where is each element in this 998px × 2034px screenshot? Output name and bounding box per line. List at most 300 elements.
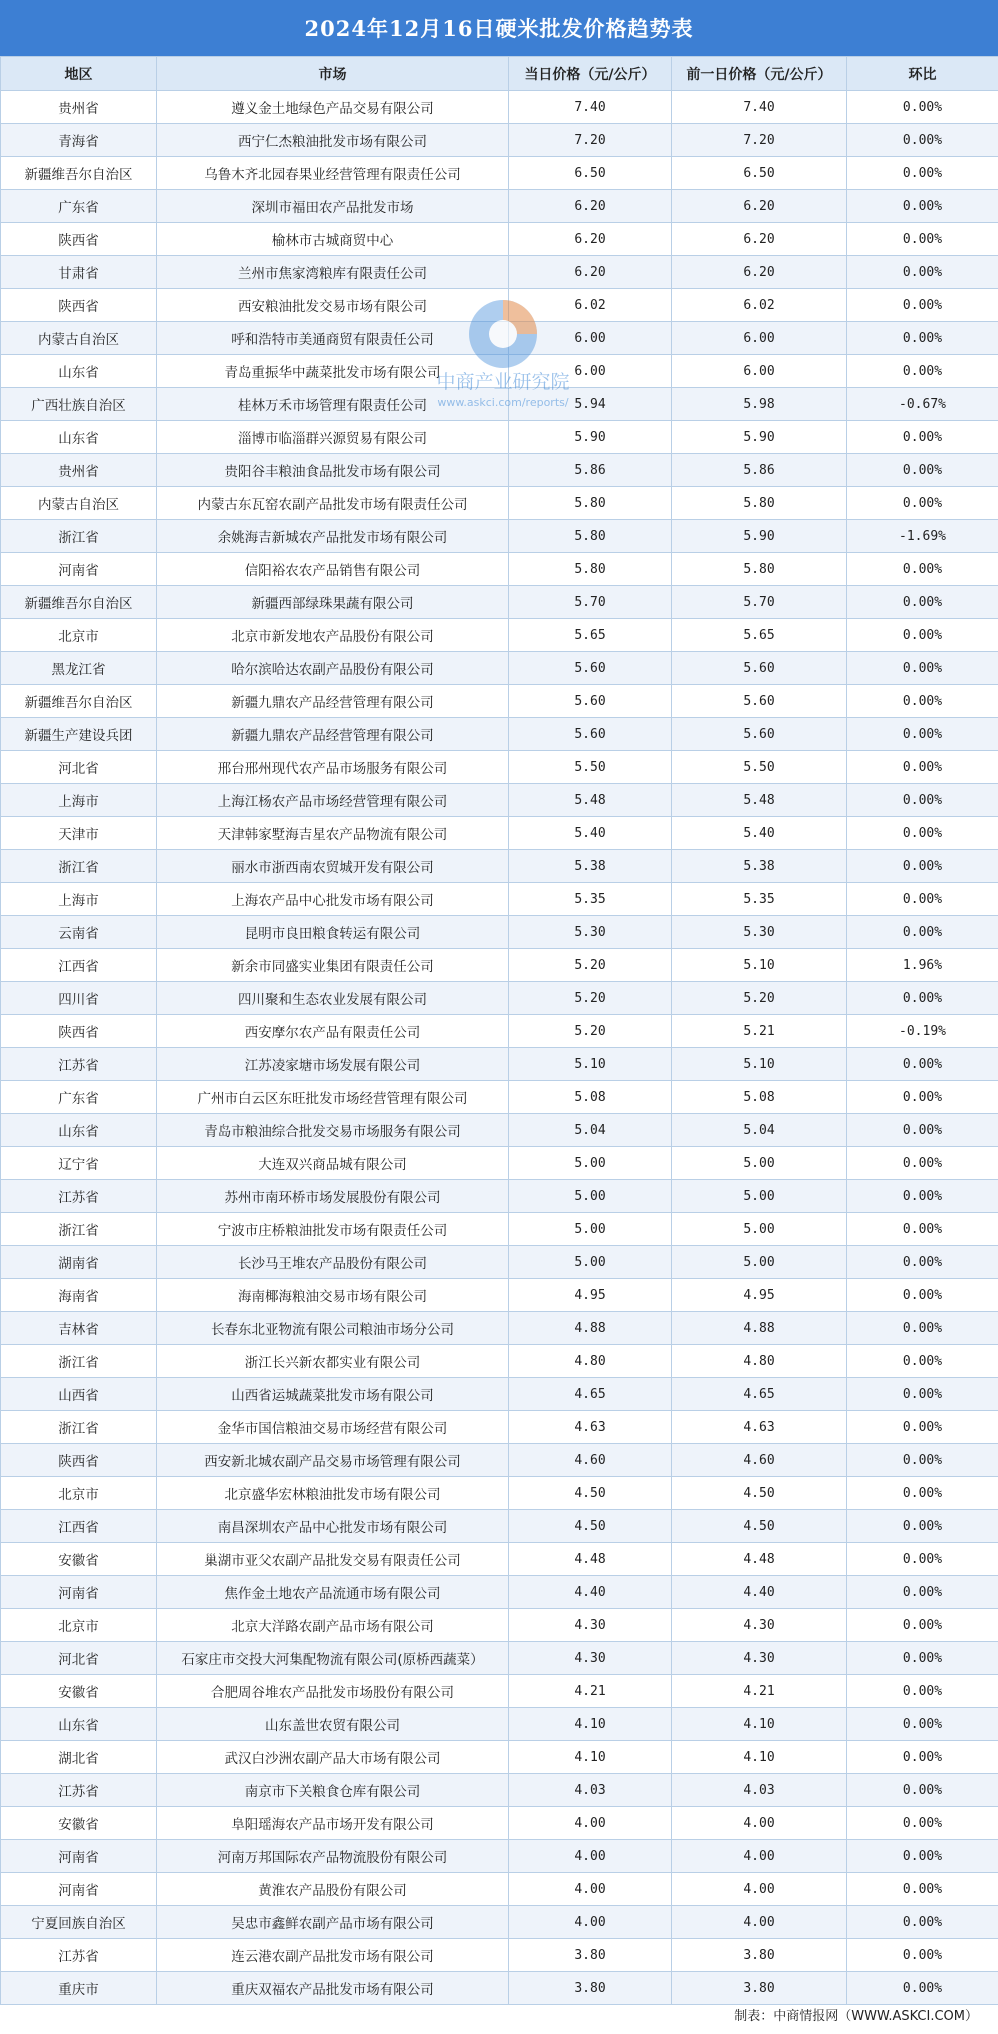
- table-row: [1, 1840, 998, 1873]
- table-row: [1, 421, 998, 454]
- cell-prev-price: 5.10: [672, 1048, 847, 1081]
- cell-prev-price: 4.00: [672, 1873, 847, 1906]
- table-row: [1, 1708, 998, 1741]
- table-row: [1, 1246, 998, 1279]
- cell-market: 焦作金土地农产品流通市场有限公司: [157, 1576, 509, 1609]
- cell-region: 江西省: [1, 949, 157, 982]
- cell-region: 贵州省: [1, 91, 157, 124]
- table-row: [1, 520, 998, 553]
- table-row: [1, 124, 998, 157]
- cell-change: 0.00%: [847, 553, 998, 586]
- cell-today-price: 5.38: [509, 850, 672, 883]
- cell-market: 余姚海吉新城农产品批发市场有限公司: [157, 520, 509, 553]
- cell-today-price: 5.00: [509, 1180, 672, 1213]
- table-row: [1, 388, 998, 421]
- cell-prev-price: 4.50: [672, 1510, 847, 1543]
- cell-prev-price: 5.40: [672, 817, 847, 850]
- cell-change: 0.00%: [847, 1873, 998, 1906]
- watermark-name: 中商产业研究院: [436, 371, 570, 393]
- cell-region: 湖北省: [1, 1741, 157, 1774]
- cell-market: 四川聚和生态农业发展有限公司: [157, 982, 509, 1015]
- cell-today-price: 4.48: [509, 1543, 672, 1576]
- cell-region: 北京市: [1, 1609, 157, 1642]
- table-row: [1, 553, 998, 586]
- cell-prev-price: 6.20: [672, 223, 847, 256]
- cell-prev-price: 7.20: [672, 124, 847, 157]
- table-row: [1, 1312, 998, 1345]
- cell-prev-price: 4.80: [672, 1345, 847, 1378]
- table-footer-source: 制表：中商情报网（WWW.ASKCI.COM）: [734, 2009, 978, 2024]
- table-row: [1, 1048, 998, 1081]
- cell-today-price: 4.95: [509, 1279, 672, 1312]
- table-row: [1, 1609, 998, 1642]
- cell-region: 天津市: [1, 817, 157, 850]
- cell-region: 云南省: [1, 916, 157, 949]
- cell-change: 0.00%: [847, 355, 998, 388]
- cell-today-price: 6.00: [509, 322, 672, 355]
- cell-region: 河南省: [1, 1576, 157, 1609]
- column-header-market: 市场: [157, 57, 509, 91]
- cell-prev-price: 5.80: [672, 487, 847, 520]
- cell-prev-price: 5.80: [672, 553, 847, 586]
- table-row: [1, 1444, 998, 1477]
- cell-market: 长春东北亚物流有限公司粮油市场分公司: [157, 1312, 509, 1345]
- cell-change: 0.00%: [847, 124, 998, 157]
- cell-market: 西安粮油批发交易市场有限公司: [157, 289, 509, 322]
- cell-prev-price: 4.21: [672, 1675, 847, 1708]
- cell-today-price: 5.65: [509, 619, 672, 652]
- cell-today-price: 5.20: [509, 982, 672, 1015]
- table-header-row: [1, 57, 998, 91]
- cell-today-price: 5.48: [509, 784, 672, 817]
- cell-market: 山西省运城蔬菜批发市场有限公司: [157, 1378, 509, 1411]
- cell-market: 河南万邦国际农产品物流股份有限公司: [157, 1840, 509, 1873]
- table-row: [1, 1906, 998, 1939]
- cell-today-price: 5.20: [509, 949, 672, 982]
- cell-change: 0.00%: [847, 1510, 998, 1543]
- cell-change: -0.67%: [847, 388, 998, 421]
- cell-prev-price: 4.60: [672, 1444, 847, 1477]
- cell-today-price: 5.86: [509, 454, 672, 487]
- table-row: [1, 1972, 998, 2005]
- column-header-today-price: 当日价格（元/公斤）: [509, 57, 672, 91]
- table-row: [1, 1477, 998, 1510]
- cell-change: 0.00%: [847, 289, 998, 322]
- table-row: [1, 190, 998, 223]
- cell-prev-price: 5.00: [672, 1246, 847, 1279]
- table-row: [1, 1081, 998, 1114]
- cell-region: 北京市: [1, 619, 157, 652]
- cell-market: 巢湖市亚父农副产品批发交易有限责任公司: [157, 1543, 509, 1576]
- cell-change: 0.00%: [847, 883, 998, 916]
- table-row: [1, 289, 998, 322]
- cell-change: 0.00%: [847, 685, 998, 718]
- cell-change: 0.00%: [847, 157, 998, 190]
- table-row: [1, 223, 998, 256]
- cell-prev-price: 4.00: [672, 1807, 847, 1840]
- cell-change: 0.00%: [847, 1675, 998, 1708]
- cell-region: 河南省: [1, 1873, 157, 1906]
- cell-region: 山东省: [1, 421, 157, 454]
- cell-change: 0.00%: [847, 1411, 998, 1444]
- cell-region: 河北省: [1, 1642, 157, 1675]
- table-row: [1, 619, 998, 652]
- cell-prev-price: 5.60: [672, 718, 847, 751]
- cell-today-price: 5.04: [509, 1114, 672, 1147]
- cell-today-price: 4.80: [509, 1345, 672, 1378]
- cell-today-price: 4.30: [509, 1609, 672, 1642]
- cell-market: 新疆西部绿珠果蔬有限公司: [157, 586, 509, 619]
- cell-region: 山东省: [1, 355, 157, 388]
- cell-change: 0.00%: [847, 718, 998, 751]
- cell-market: 青岛重振华中蔬菜批发市场有限公司: [157, 355, 509, 388]
- cell-market: 江苏凌家塘市场发展有限公司: [157, 1048, 509, 1081]
- cell-market: 新疆九鼎农产品经营管理有限公司: [157, 718, 509, 751]
- cell-change: 0.00%: [847, 1741, 998, 1774]
- cell-market: 西安摩尔农产品有限责任公司: [157, 1015, 509, 1048]
- table-row: [1, 1213, 998, 1246]
- cell-change: 0.00%: [847, 1840, 998, 1873]
- cell-market: 乌鲁木齐北园春果业经营管理有限责任公司: [157, 157, 509, 190]
- cell-prev-price: 6.20: [672, 190, 847, 223]
- cell-prev-price: 5.04: [672, 1114, 847, 1147]
- cell-today-price: 6.20: [509, 190, 672, 223]
- cell-prev-price: 5.86: [672, 454, 847, 487]
- cell-change: 0.00%: [847, 454, 998, 487]
- cell-region: 广西壮族自治区: [1, 388, 157, 421]
- cell-region: 江苏省: [1, 1180, 157, 1213]
- cell-region: 海南省: [1, 1279, 157, 1312]
- table-row: [1, 586, 998, 619]
- cell-region: 山东省: [1, 1708, 157, 1741]
- cell-region: 新疆维吾尔自治区: [1, 586, 157, 619]
- cell-today-price: 5.80: [509, 487, 672, 520]
- cell-today-price: 6.02: [509, 289, 672, 322]
- cell-prev-price: 6.20: [672, 256, 847, 289]
- cell-region: 上海市: [1, 883, 157, 916]
- cell-market: 南京市下关粮食仓库有限公司: [157, 1774, 509, 1807]
- cell-change: 0.00%: [847, 322, 998, 355]
- cell-market: 阜阳瑶海农产品市场开发有限公司: [157, 1807, 509, 1840]
- cell-today-price: 5.60: [509, 718, 672, 751]
- cell-today-price: 4.10: [509, 1741, 672, 1774]
- table-row: [1, 91, 998, 124]
- cell-change: -0.19%: [847, 1015, 998, 1048]
- cell-market: 南昌深圳农产品中心批发市场有限公司: [157, 1510, 509, 1543]
- cell-change: 0.00%: [847, 982, 998, 1015]
- cell-today-price: 4.40: [509, 1576, 672, 1609]
- cell-today-price: 5.00: [509, 1246, 672, 1279]
- cell-market: 西安新北城农副产品交易市场管理有限公司: [157, 1444, 509, 1477]
- cell-market: 遵义金土地绿色产品交易有限公司: [157, 91, 509, 124]
- cell-market: 大连双兴商品城有限公司: [157, 1147, 509, 1180]
- cell-prev-price: 5.90: [672, 520, 847, 553]
- cell-market: 上海江杨农产品市场经营管理有限公司: [157, 784, 509, 817]
- cell-today-price: 4.60: [509, 1444, 672, 1477]
- cell-change: 0.00%: [847, 1279, 998, 1312]
- table-body: [1, 91, 998, 2005]
- watermark-url: www.askci.com/reports/: [437, 396, 569, 409]
- table-row: [1, 1873, 998, 1906]
- cell-prev-price: 5.20: [672, 982, 847, 1015]
- column-header-change: 环比: [847, 57, 998, 91]
- cell-prev-price: 4.03: [672, 1774, 847, 1807]
- cell-market: 青岛市粮油综合批发交易市场服务有限公司: [157, 1114, 509, 1147]
- table-row: [1, 1279, 998, 1312]
- cell-today-price: 4.00: [509, 1906, 672, 1939]
- cell-market: 贵阳谷丰粮油食品批发市场有限公司: [157, 454, 509, 487]
- cell-today-price: 6.50: [509, 157, 672, 190]
- cell-market: 海南椰海粮油交易市场有限公司: [157, 1279, 509, 1312]
- table-row: [1, 256, 998, 289]
- cell-region: 陕西省: [1, 1015, 157, 1048]
- cell-region: 上海市: [1, 784, 157, 817]
- cell-prev-price: 4.95: [672, 1279, 847, 1312]
- cell-prev-price: 4.50: [672, 1477, 847, 1510]
- table-row: [1, 1378, 998, 1411]
- cell-change: 0.00%: [847, 1972, 998, 2005]
- cell-change: 0.00%: [847, 1246, 998, 1279]
- cell-market: 昆明市良田粮食转运有限公司: [157, 916, 509, 949]
- cell-change: 0.00%: [847, 1543, 998, 1576]
- cell-change: 0.00%: [847, 619, 998, 652]
- column-header-prev-price: 前一日价格（元/公斤）: [672, 57, 847, 91]
- cell-market: 合肥周谷堆农产品批发市场股份有限公司: [157, 1675, 509, 1708]
- table-row: [1, 784, 998, 817]
- cell-region: 北京市: [1, 1477, 157, 1510]
- cell-region: 安徽省: [1, 1675, 157, 1708]
- table-row: [1, 817, 998, 850]
- cell-change: 0.00%: [847, 421, 998, 454]
- cell-prev-price: 3.80: [672, 1972, 847, 2005]
- cell-market: 重庆双福农产品批发市场有限公司: [157, 1972, 509, 2005]
- cell-region: 安徽省: [1, 1807, 157, 1840]
- table-row: [1, 718, 998, 751]
- cell-change: 0.00%: [847, 1378, 998, 1411]
- cell-today-price: 5.50: [509, 751, 672, 784]
- cell-market: 桂林万禾市场管理有限责任公司: [157, 388, 509, 421]
- table-row: [1, 355, 998, 388]
- cell-prev-price: 7.40: [672, 91, 847, 124]
- cell-today-price: 4.30: [509, 1642, 672, 1675]
- cell-today-price: 5.80: [509, 553, 672, 586]
- cell-prev-price: 6.00: [672, 322, 847, 355]
- cell-market: 武汉白沙洲农副产品大市场有限公司: [157, 1741, 509, 1774]
- cell-region: 青海省: [1, 124, 157, 157]
- cell-market: 山东盖世农贸有限公司: [157, 1708, 509, 1741]
- table-row: [1, 1411, 998, 1444]
- page-title: 2024年12月16日硬米批发价格趋势表: [0, 0, 998, 56]
- cell-market: 长沙马王堆农产品股份有限公司: [157, 1246, 509, 1279]
- cell-prev-price: 4.30: [672, 1609, 847, 1642]
- cell-prev-price: 6.00: [672, 355, 847, 388]
- cell-region: 江西省: [1, 1510, 157, 1543]
- cell-today-price: 4.00: [509, 1873, 672, 1906]
- cell-region: 陕西省: [1, 223, 157, 256]
- cell-today-price: 5.60: [509, 685, 672, 718]
- table-row: [1, 1675, 998, 1708]
- cell-market: 内蒙古东瓦窑农副产品批发市场有限责任公司: [157, 487, 509, 520]
- table-row: [1, 685, 998, 718]
- column-header-region: 地区: [1, 57, 157, 91]
- cell-prev-price: 4.00: [672, 1906, 847, 1939]
- cell-today-price: 6.00: [509, 355, 672, 388]
- cell-region: 宁夏回族自治区: [1, 1906, 157, 1939]
- cell-market: 连云港农副产品批发市场有限公司: [157, 1939, 509, 1972]
- table-row: [1, 1147, 998, 1180]
- cell-market: 天津韩家墅海吉星农产品物流有限公司: [157, 817, 509, 850]
- cell-prev-price: 5.48: [672, 784, 847, 817]
- cell-region: 浙江省: [1, 520, 157, 553]
- cell-change: 0.00%: [847, 1147, 998, 1180]
- cell-region: 内蒙古自治区: [1, 487, 157, 520]
- cell-today-price: 3.80: [509, 1939, 672, 1972]
- cell-today-price: 5.30: [509, 916, 672, 949]
- cell-change: 0.00%: [847, 850, 998, 883]
- cell-today-price: 5.35: [509, 883, 672, 916]
- cell-region: 新疆生产建设兵团: [1, 718, 157, 751]
- cell-change: 0.00%: [847, 784, 998, 817]
- cell-change: 0.00%: [847, 916, 998, 949]
- cell-market: 北京大洋路农副产品市场有限公司: [157, 1609, 509, 1642]
- table-row: [1, 916, 998, 949]
- cell-prev-price: 5.00: [672, 1180, 847, 1213]
- cell-prev-price: 4.65: [672, 1378, 847, 1411]
- cell-region: 广东省: [1, 1081, 157, 1114]
- cell-region: 浙江省: [1, 1345, 157, 1378]
- cell-change: 0.00%: [847, 1213, 998, 1246]
- cell-market: 新余市同盛实业集团有限责任公司: [157, 949, 509, 982]
- table-row: [1, 487, 998, 520]
- cell-today-price: 5.08: [509, 1081, 672, 1114]
- cell-today-price: 4.21: [509, 1675, 672, 1708]
- cell-market: 宁波市庄桥粮油批发市场有限责任公司: [157, 1213, 509, 1246]
- cell-today-price: 4.10: [509, 1708, 672, 1741]
- cell-market: 榆林市古城商贸中心: [157, 223, 509, 256]
- table-row: [1, 1510, 998, 1543]
- cell-region: 河南省: [1, 1840, 157, 1873]
- cell-prev-price: 4.40: [672, 1576, 847, 1609]
- cell-change: 0.00%: [847, 751, 998, 784]
- cell-region: 山西省: [1, 1378, 157, 1411]
- cell-today-price: 5.60: [509, 652, 672, 685]
- cell-prev-price: 4.88: [672, 1312, 847, 1345]
- table-row: [1, 1180, 998, 1213]
- cell-change: 1.96%: [847, 949, 998, 982]
- cell-market: 石家庄市交投大河集配物流有限公司(原桥西蔬菜）: [157, 1642, 509, 1675]
- table-row: [1, 850, 998, 883]
- cell-prev-price: 5.60: [672, 652, 847, 685]
- cell-change: 0.00%: [847, 586, 998, 619]
- cell-today-price: 4.50: [509, 1477, 672, 1510]
- cell-region: 山东省: [1, 1114, 157, 1147]
- cell-today-price: 5.00: [509, 1147, 672, 1180]
- cell-region: 江苏省: [1, 1774, 157, 1807]
- cell-market: 丽水市浙西南农贸城开发有限公司: [157, 850, 509, 883]
- cell-prev-price: 5.21: [672, 1015, 847, 1048]
- cell-market: 西宁仁杰粮油批发市场有限公司: [157, 124, 509, 157]
- cell-today-price: 4.63: [509, 1411, 672, 1444]
- table-row: [1, 982, 998, 1015]
- cell-market: 深圳市福田农产品批发市场: [157, 190, 509, 223]
- table-row: [1, 883, 998, 916]
- cell-market: 信阳裕农农产品销售有限公司: [157, 553, 509, 586]
- cell-market: 淄博市临淄群兴源贸易有限公司: [157, 421, 509, 454]
- cell-region: 安徽省: [1, 1543, 157, 1576]
- cell-prev-price: 5.00: [672, 1213, 847, 1246]
- cell-region: 河南省: [1, 553, 157, 586]
- cell-market: 呼和浩特市美通商贸有限责任公司: [157, 322, 509, 355]
- cell-market: 黄淮农产品股份有限公司: [157, 1873, 509, 1906]
- cell-change: 0.00%: [847, 1576, 998, 1609]
- cell-prev-price: 4.30: [672, 1642, 847, 1675]
- table-row: [1, 949, 998, 982]
- cell-region: 重庆市: [1, 1972, 157, 2005]
- cell-market: 苏州市南环桥市场发展股份有限公司: [157, 1180, 509, 1213]
- cell-today-price: 4.88: [509, 1312, 672, 1345]
- cell-today-price: 5.20: [509, 1015, 672, 1048]
- cell-region: 浙江省: [1, 1213, 157, 1246]
- cell-change: 0.00%: [847, 1609, 998, 1642]
- cell-change: 0.00%: [847, 256, 998, 289]
- cell-prev-price: 5.08: [672, 1081, 847, 1114]
- cell-region: 河北省: [1, 751, 157, 784]
- cell-region: 陕西省: [1, 1444, 157, 1477]
- cell-today-price: 5.94: [509, 388, 672, 421]
- cell-today-price: 7.20: [509, 124, 672, 157]
- cell-prev-price: 4.10: [672, 1708, 847, 1741]
- price-table: [0, 56, 998, 2005]
- cell-today-price: 3.80: [509, 1972, 672, 2005]
- cell-prev-price: 5.70: [672, 586, 847, 619]
- cell-market: 哈尔滨哈达农副产品股份有限公司: [157, 652, 509, 685]
- cell-market: 北京盛华宏林粮油批发市场有限公司: [157, 1477, 509, 1510]
- cell-change: 0.00%: [847, 1180, 998, 1213]
- cell-region: 江苏省: [1, 1048, 157, 1081]
- cell-today-price: 4.00: [509, 1840, 672, 1873]
- cell-prev-price: 5.35: [672, 883, 847, 916]
- cell-today-price: 4.00: [509, 1807, 672, 1840]
- cell-change: 0.00%: [847, 1807, 998, 1840]
- cell-region: 甘肃省: [1, 256, 157, 289]
- cell-today-price: 7.40: [509, 91, 672, 124]
- cell-change: 0.00%: [847, 190, 998, 223]
- cell-region: 新疆维吾尔自治区: [1, 157, 157, 190]
- cell-change: 0.00%: [847, 1048, 998, 1081]
- cell-region: 新疆维吾尔自治区: [1, 685, 157, 718]
- table-row: [1, 1345, 998, 1378]
- cell-prev-price: 6.02: [672, 289, 847, 322]
- cell-region: 陕西省: [1, 289, 157, 322]
- table-row: [1, 1015, 998, 1048]
- cell-change: 0.00%: [847, 1114, 998, 1147]
- cell-change: 0.00%: [847, 1312, 998, 1345]
- cell-prev-price: 5.60: [672, 685, 847, 718]
- cell-region: 浙江省: [1, 850, 157, 883]
- cell-region: 江苏省: [1, 1939, 157, 1972]
- table-row: [1, 1114, 998, 1147]
- cell-change: 0.00%: [847, 1906, 998, 1939]
- cell-change: 0.00%: [847, 1774, 998, 1807]
- cell-change: 0.00%: [847, 1939, 998, 1972]
- cell-today-price: 6.20: [509, 256, 672, 289]
- cell-today-price: 5.90: [509, 421, 672, 454]
- cell-prev-price: 5.00: [672, 1147, 847, 1180]
- table-row: [1, 652, 998, 685]
- cell-change: 0.00%: [847, 487, 998, 520]
- cell-today-price: 5.80: [509, 520, 672, 553]
- cell-change: 0.00%: [847, 1642, 998, 1675]
